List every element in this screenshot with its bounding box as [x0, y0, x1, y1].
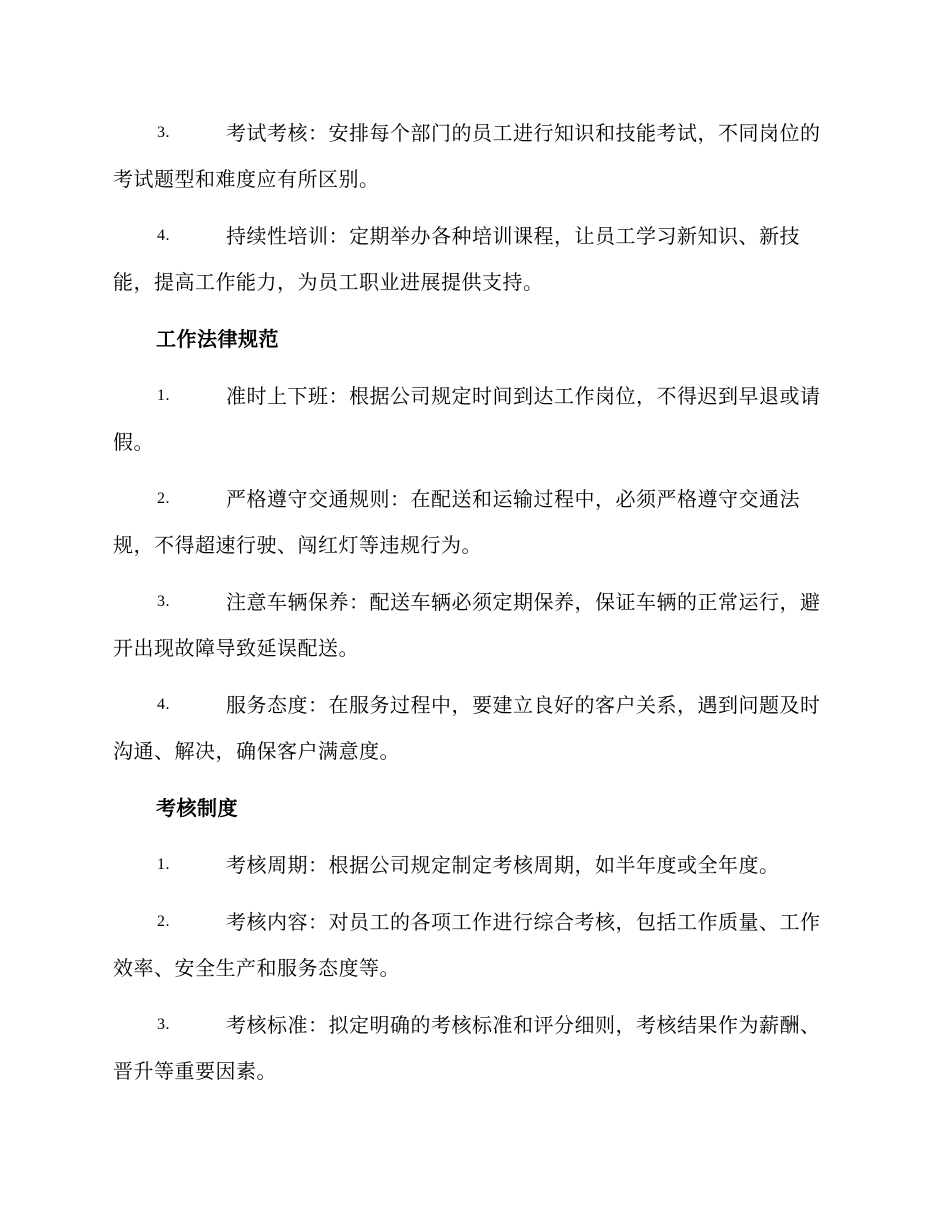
list-item [113, 842, 835, 888]
list-item-text: 严格遵守交通规则：在配送和运输过程中，必须严格遵守交通法规，不得超速行驶、闯红灯等违规行为。 [113, 487, 800, 557]
list-item [113, 1002, 835, 1094]
list-number: 1. [157, 387, 170, 404]
list-number: 3. [157, 124, 170, 141]
list-item [113, 373, 835, 465]
list-number: 2. [157, 490, 170, 507]
list-item-text: 考核标准：拟定明确的考核标准和评分细则，考核结果作为薪酬、晋升等重要因素。 [113, 1013, 821, 1083]
list-number: 4. [157, 696, 170, 713]
list-number: 2. [157, 913, 170, 930]
list-item-text: 服务态度：在服务过程中，要建立良好的客户关系，遇到问题及时沟通、解决，确保客户满意度。 [113, 693, 821, 763]
list-number: 1. [157, 856, 170, 873]
list-item-text: 持续性培训：定期举办各种培训课程，让员工学习新知识、新技能，提高工作能力，为员工职业进展提供支持。 [113, 224, 800, 294]
list-item-text: 考核周期：根据公司规定制定考核周期，如半年度或全年度。 [226, 853, 780, 877]
list-item [113, 579, 835, 671]
list-item-text: 注意车辆保养：配送车辆必须定期保养，保证车辆的正常运行，避开出现故障导致延误配送。 [113, 590, 821, 660]
list-number: 3. [157, 593, 170, 610]
list-item [113, 213, 835, 305]
list-item [113, 899, 835, 991]
list-item [113, 476, 835, 568]
document-page [113, 110, 835, 1105]
list-item [113, 682, 835, 774]
list-item-text: 考核内容：对员工的各项工作进行综合考核，包括工作质量、工作效率、安全生产和服务态度等。 [113, 910, 821, 980]
section-heading: 工作法律规范 [156, 327, 279, 351]
list-item-text: 准时上下班：根据公司规定时间到达工作岗位，不得迟到早退或请假。 [113, 384, 821, 454]
section-heading: 考核制度 [156, 796, 238, 820]
list-item [113, 110, 835, 202]
list-number: 3. [157, 1016, 170, 1033]
list-item-text: 考试考核：安排每个部门的员工进行知识和技能考试，不同岗位的考试题型和难度应有所区别。 [113, 121, 821, 191]
list-number: 4. [157, 227, 170, 244]
